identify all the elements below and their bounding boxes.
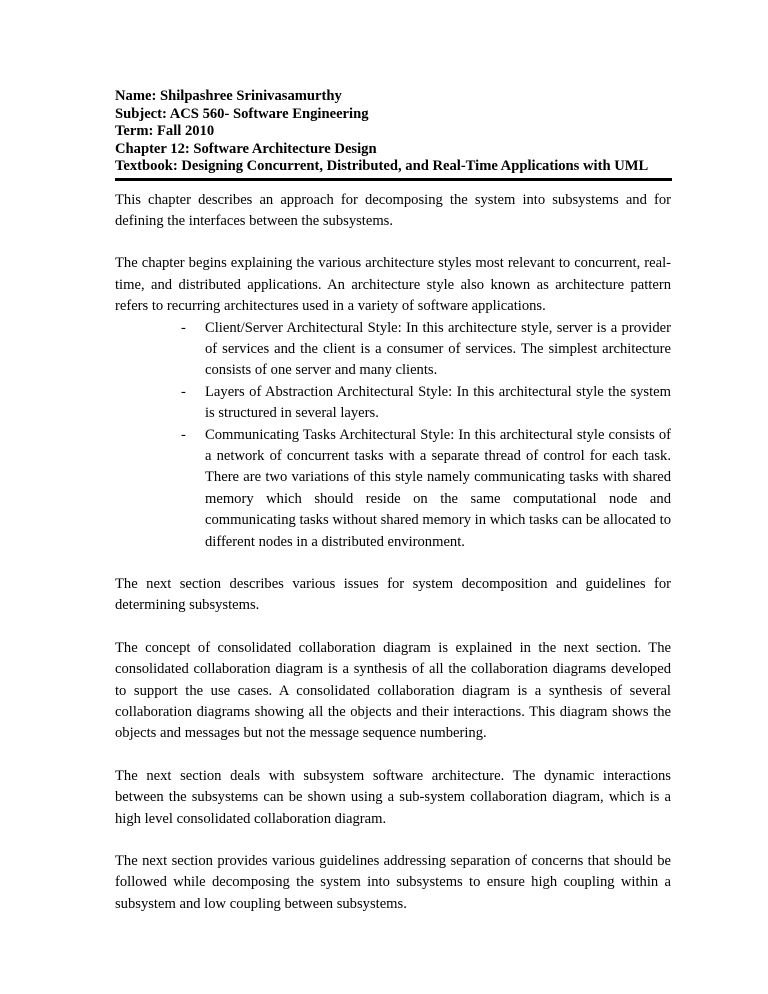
document-header [115, 88, 671, 176]
author-name: Name: Shilpashree Srinivasamurthy [115, 88, 342, 104]
list-item [181, 318, 671, 382]
list-item-text: Layers of Abstraction Architectural Style: In this architectural style the system is structured in several layers. [205, 383, 671, 422]
bullet-dash: - [181, 383, 186, 400]
textbook-line: Textbook: Designing Concurrent, Distributed, and Real-Time Applications with UML [115, 158, 649, 174]
subsystem-architecture-paragraph: The next section deals with subsystem software architecture. The dynamic interactions between the subsystems can be shown using a sub-system collaboration diagram, which is a high level consolidated collaboration diagram. [115, 767, 671, 827]
consolidated-diagram-paragraph: The concept of consolidated collaboration diagram is explained in the next section. The consolidated collaboration diagram is a synthesis of all the collaboration diagrams developed to support the use cases. A consolidated collaboration diagram is a synthesis of several collaboration diagrams showing all the objects and their interactions. This diagram shows the objects and messages but not the message sequence numbering. [115, 639, 671, 742]
bullet-dash: - [181, 426, 186, 443]
intro-paragraph: This chapter describes an approach for decomposing the system into subsystems and for defining the interfaces between the subsystems. [115, 191, 671, 229]
list-item-text: Client/Server Architectural Style: In this architecture style, server is a provider of services and the client is a consumer of services. The simplest architecture consists of one server and many clients. [205, 319, 671, 379]
architecture-styles-list [115, 318, 671, 553]
guidelines-paragraph: The next section provides various guidelines addressing separation of concerns that should be followed while decomposing the system into subsystems to ensure high coupling within a subsystem and low coupling between subsystems. [115, 853, 671, 912]
header-divider [115, 178, 672, 181]
decomposition-paragraph: The next section describes various issues for system decomposition and guidelines for determining subsystems. [115, 576, 671, 614]
bullet-dash: - [181, 319, 186, 336]
list-item [181, 382, 671, 425]
document-page [115, 88, 671, 915]
list-item [181, 425, 671, 553]
subject-line: Subject: ACS 560- Software Engineering [115, 105, 369, 122]
list-item-text: Communicating Tasks Architectural Style: In this architectural style consists of a network of concurrent tasks with a separate thread of control for each task. There are two variations of this style namely communicating tasks with shared memory which should reside on the same computational node and communicating tasks without shared memory in which tasks can be allocated to different nodes in a distributed environment. [205, 426, 671, 550]
chapter-line: Chapter 12: Software Architecture Design [115, 140, 377, 157]
styles-intro-paragraph: The chapter begins explaining the various architecture styles most relevant to concurrent, real-time, and distributed applications. An architecture style also known as architecture pattern refers to recurring architectures used in a variety of software applications. [115, 255, 671, 315]
term-line: Term: Fall 2010 [115, 123, 215, 139]
